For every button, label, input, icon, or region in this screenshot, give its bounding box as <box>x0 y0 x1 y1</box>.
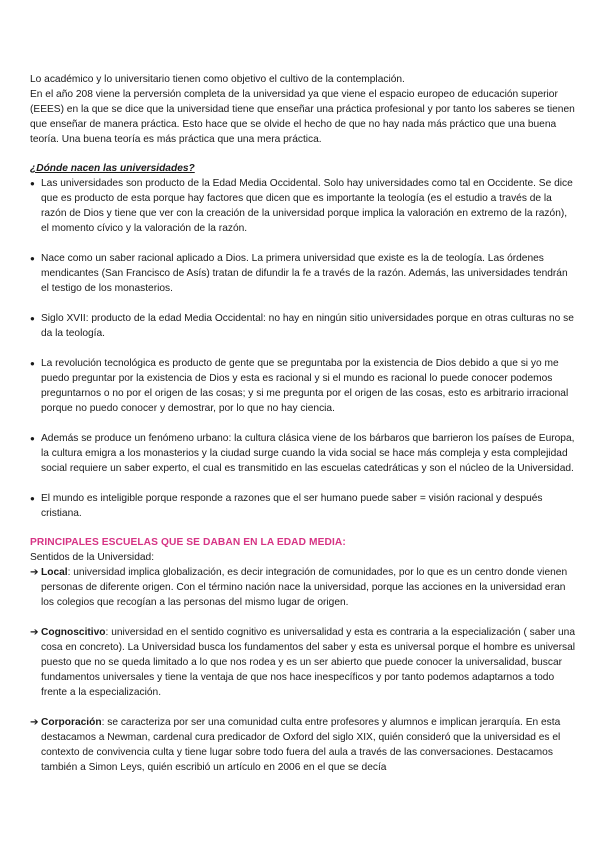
bullet-item: ● Nace como un saber racional aplicado a Dios. La primera universidad que existe es la de teología. Las órdenes mendicantes (San Francisco de Asís) tratan de difundir la fe a través de la razón. Además, las universidades tendrán el testigo de los monasterios. <box>30 251 575 296</box>
sense-text: : universidad implica globalización, es decir integración de comunidades, por lo que es un centro donde vienen personas de diferente origen. Con el término nación nace la universidad, porque las acciones en la universidad eran los colegios que recogían a las personas del mismo lugar de origen. <box>41 567 568 608</box>
bullet-item: ● Además se produce un fenómeno urbano: la cultura clásica viene de los bárbaros que barrieron los países de Europa, la cultura emigra a los monasterios y la ciudad surge cuando la vida social se hace más compleja y esta complejidad social requiere un saber experto, el cual es transmitido en las escuelas catedráticas y son el núcleo de la Universidad. <box>30 431 575 476</box>
section-heading-schools: PRINCIPALES ESCUELAS QUE SE DABAN EN LA EDAD MEDIA: <box>30 537 346 548</box>
sense-text: : universidad en el sentido cognitivo es universalidad y esta es contraria a la especialización ( saber una cosa en concreto). La Universidad busca los fundamentos del saber y esta es universal porque el hombre es universal puesto que no se queda limitado a lo que nos rodea y es un ser abierto que puede conocer la universalidad, buscar fundamentos universales y tiene la ventaja de que nos hace inespecíficos y por tanto podemos adaptarnos a todo frente a la especialización. <box>41 627 576 698</box>
sense-term: Local <box>41 567 68 578</box>
sense-text: : se caracteriza por ser una comunidad culta entre profesores y alumnos e implican jerarquía. En esta destacamos a Newman, cardenal cura predicador de Oxford del siglo XIX, quién consideró que la universidad es el contexto de convivencia culta y tiene lugar sobre todo fuera del aula a través de las conversaciones. Destacamos también a Simon Leys, quién escribió un artículo en 2006 en el que se decía <box>41 717 561 773</box>
sense-term: Corporación <box>41 717 102 728</box>
origin-bullet-list <box>30 176 575 521</box>
intro-paragraph: En el año 208 viene la perversión completa de la universidad ya que viene el espacio europeo de educación superior (EEES) en la que se dice que la universidad tiene que enseñar una práctica profesional y por tanto los saberes se tienen que enseñar de manera práctica. Esto hace que se olvide el hecho de que no hay nada más práctico que una buena teoría. Una buena teoría es más práctica que una mera práctica. <box>30 89 575 145</box>
bullet-item: ● El mundo es inteligible porque responde a razones que el ser humano puede saber = visión racional y después cristiana. <box>30 491 575 521</box>
subheading-senses: Sentidos de la Universidad: <box>30 552 155 563</box>
bullet-item: ● Siglo XVII: producto de la edad Media Occidental: no hay en ningún sitio universidades porque en otras culturas no se da la teología. <box>30 311 575 341</box>
senses-list <box>30 565 575 775</box>
intro-line: Lo académico y lo universitario tienen como objetivo el cultivo de la contemplación. <box>30 74 405 85</box>
bullet-item: ● La revolución tecnológica es producto de gente que se preguntaba por la existencia de Dios debido a que si yo me puedo preguntar por la existencia de Dios y esta es racional y si el mundo es racional lo puede conocer podemos preguntarnos o no por el origen de las cosas; y si me pregunta por el origen de las cosas, esto es arbitrario irracional porque no puedo conocer y demostrar, por lo que no hay ciencia. <box>30 356 575 416</box>
section-heading-origin: ¿Dónde nacen las universidades? <box>30 163 195 174</box>
arrow-icon: ➔ <box>30 567 39 578</box>
sense-item-corporacion <box>30 715 575 775</box>
sense-item-cognoscitivo <box>30 625 575 700</box>
sense-term: Cognoscitivo <box>41 627 106 638</box>
bullet-item: ● Las universidades son producto de la Edad Media Occidental. Solo hay universidades como tal en Occidente. Se dice que es producto de esta porque hay factores que dicen que es importante la teología (es el estudio a través de la razón de Dios y tiene que ver con la creación de la universidad porque implica la valoración en extremo de la razón), el momento cívico y la valoración de la razón. <box>30 176 575 236</box>
sense-item-local <box>30 565 575 610</box>
arrow-icon: ➔ <box>30 717 39 728</box>
document-page <box>30 72 575 790</box>
intro-section <box>30 72 575 147</box>
arrow-icon: ➔ <box>30 627 39 638</box>
